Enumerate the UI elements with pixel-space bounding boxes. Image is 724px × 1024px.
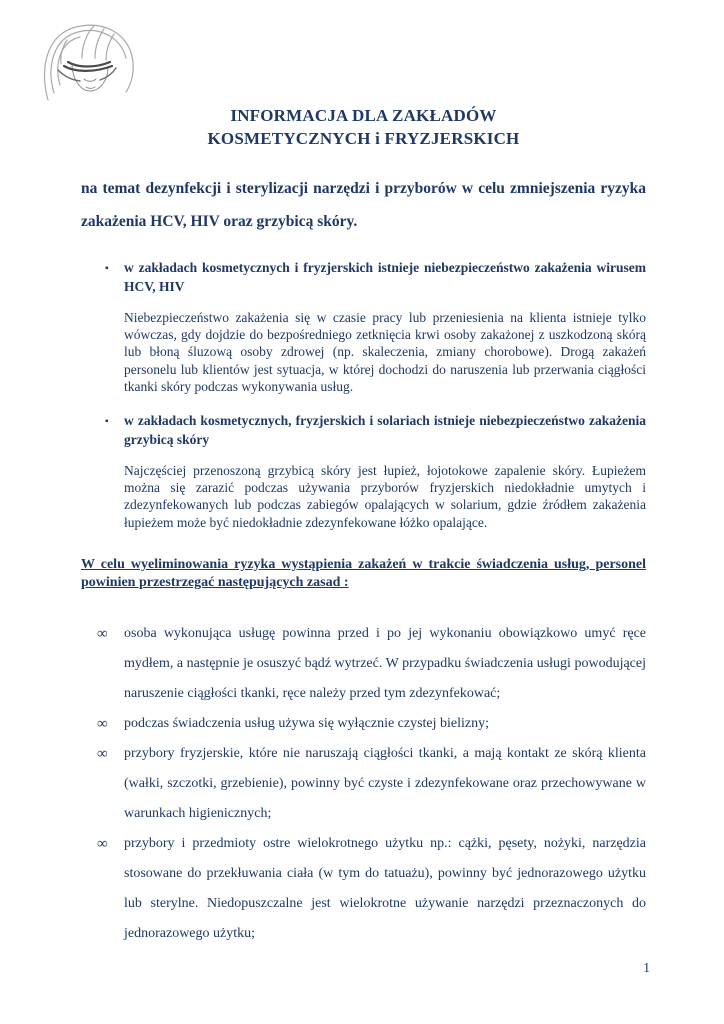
head-sketch-icon <box>34 20 140 110</box>
list-item <box>81 709 646 739</box>
infinity-bullet-icon: ∞ <box>97 715 108 732</box>
section-heading <box>81 259 646 296</box>
section-grzybica <box>81 412 646 531</box>
infinity-bullet-icon: ∞ <box>97 625 108 642</box>
rule-text: osoba wykonująca usługę powinna przed i po jej wykonaniu obowiązkowo umyć ręce mydłem, a następnie je osuszyć bądź wytrzeć. W przypadku świadczenia usługi powodującej naruszenie ciągłości tkanki, ręce należy przed tym zdezynfekować; <box>124 625 646 701</box>
page-number: 1 <box>643 960 650 975</box>
section-body: Niebezpieczeństwo zakażenia się w czasie pracy lub przeniesienia na klienta istnieje tylko wówczas, gdy dojdzie do bezpośredniego zetknięcia krwi osoby zakażonej z uszkodzoną skórą lub błoną śluzową osoby zdrowej (np. skaleczenia, zmiany chorobowe). Drogą zakażeń personelu lub klientów jest sytuacja, w której dochodzi do naruszenia lub przerwania ciągłości tkanki skóry podczas wykonywania usług. <box>124 310 646 394</box>
list-item <box>81 619 646 709</box>
rule-text: podczas świadczenia usług używa się wyłącznie czystej bielizny; <box>124 715 490 731</box>
rule-text: przybory i przedmioty ostre wielokrotnego użytku np.: cążki, pęsety, nożyki, narzędzia stosowane do przekłuwania ciała (w tym do tatuażu), powinny być jednorazowego użytku lub sterylne. Niedopuszczalne jest wielokrotne używanie narzędzi przeznaczonych do jednorazowego użytku; <box>124 835 646 941</box>
list-item <box>81 829 646 949</box>
section-body: Najczęściej przenoszoną grzybicą skóry jest łupież, łojotokowe zapalenie skóry. Łupieżem można się zarazić podczas używania przyborów fryzjerskich niedokładnie umytych i zdezynfekowanych lub podczas zabiegów opalających w solarium, gdzie źródłem zakażenia łupieżem może być niedokładnie zdezynfekowane łóżko opalające. <box>124 463 646 530</box>
rules-list <box>81 619 646 949</box>
document-subtitle: na temat dezynfekcji i sterylizacji narzędzi i przyborów w celu zmniejszenia ryzyka zakażenia HCV, HIV oraz grzybicą skóry. <box>81 180 646 230</box>
section-heading <box>81 412 646 449</box>
pencil-sketch-image <box>34 20 140 110</box>
section-heading-text: w zakładach kosmetycznych, fryzjerskich i solariach istnieje niebezpieczeństwo zakażenia grzybicą skóry <box>124 413 646 447</box>
list-item <box>81 739 646 829</box>
infinity-bullet-icon: ∞ <box>97 745 108 762</box>
title-line-1: INFORMACJA DLA ZAKŁADÓW <box>230 106 497 125</box>
square-bullet-icon: ▪ <box>105 263 109 274</box>
page-title <box>81 104 646 150</box>
rules-heading: W celu wyeliminowania ryzyka wystąpienia zakażeń w trakcie świadczenia usług, personel powinien przestrzegać następujących zasad : <box>81 556 646 591</box>
section-heading-text: w zakładach kosmetycznych i fryzjerskich istnieje niebezpieczeństwo zakażenia wirusem HCV, HIV <box>124 260 646 294</box>
title-line-2: KOSMETYCZNYCH i FRYZJERSKICH <box>207 129 520 148</box>
section-hcv-hiv <box>81 259 646 395</box>
square-bullet-icon: ▪ <box>105 416 109 428</box>
infinity-bullet-icon: ∞ <box>97 835 108 852</box>
rule-text: przybory fryzjerskie, które nie naruszają ciągłości tkanki, a mają kontakt ze skórą klienta (wałki, szczotki, grzebienie), powinny być czyste i zdezynfekowane oraz przechowywane w warunkach higienicznych; <box>124 745 646 821</box>
document-content <box>0 104 724 949</box>
